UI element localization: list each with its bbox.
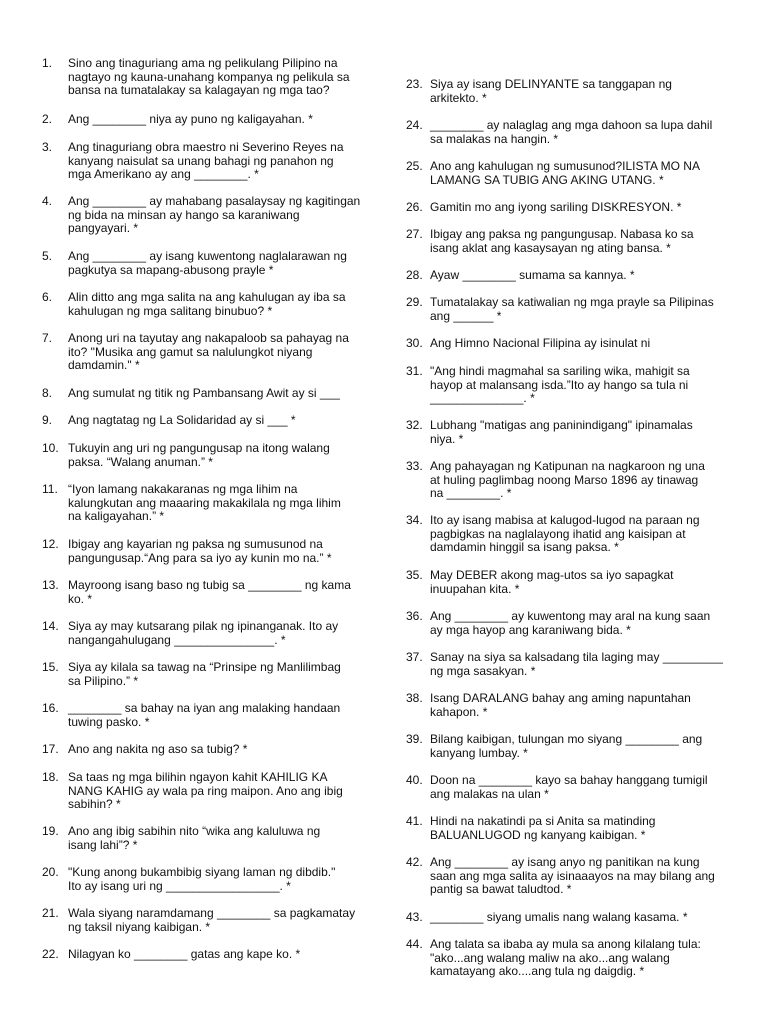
question-number: 20. [42, 865, 59, 879]
question-number: 15. [42, 660, 59, 674]
question-text: Anong uri na tayutay ang nakapaloob sa pahayag na ito? "Musika ang gamut sa nalulungkot niyang damdamin." * [68, 331, 349, 372]
question-text: Ano ang kahulugan ng sumusunod?ILISTA MO NA LAMANG SA TUBIG ANG AKING UTANG. * [430, 159, 700, 187]
question-text: Isang DARALANG bahay ang aming napuntahan kahapon. * [430, 691, 691, 719]
question-text: Ang ________ ay isang kuwentong naglalarawan ng pagkutya sa mapang-abusong prayle * [68, 249, 347, 277]
question-number: 25. [406, 159, 423, 173]
question-text: Ang talata sa ibaba ay mula sa anong kilalang tula: "ako...ang walang maliw na ako...ang walang kamatayang ako....ang tula ng daigdig. * [430, 937, 701, 978]
question-number: 10. [42, 441, 59, 455]
question-text: Siya ay may kutsarang pilak ng ipinanganak. Ito ay nangangahulugang _______________. * [68, 619, 339, 647]
question-number: 26. [406, 200, 423, 214]
question-number: 37. [406, 650, 423, 664]
question-item [42, 743, 378, 757]
question-item [406, 365, 752, 406]
question-text: Ang tinaguriang obra maestro ni Severino Reyes na kanyang naisulat sa unang bahagi ng panahon ng mga Amerikano ay ang ________. * [68, 140, 344, 181]
question-text: Sino ang tinaguriang ama ng pelikulang Pilipino na nagtayo ng kauna-unahang kompanya ng pelikula sa bansa na tumatalakay sa kalagayan ng mga tao? [68, 56, 350, 97]
question-text: Siya ay kilala sa tawag na “Prinsipe ng Manlilimbag sa Pilipino.” * [68, 660, 341, 688]
question-item [406, 938, 752, 979]
question-number: 33. [406, 459, 423, 473]
question-number: 7. [42, 331, 53, 345]
question-number: 44. [406, 937, 423, 951]
question-item [42, 538, 378, 565]
question-item [406, 610, 752, 637]
question-item [42, 141, 378, 182]
question-text: ________ ay nalaglag ang mga dahoon sa lupa dahil sa malakas na hangin. * [430, 118, 713, 146]
question-number: 35. [406, 568, 423, 582]
question-number: 32. [406, 418, 423, 432]
question-number: 30. [406, 336, 423, 350]
question-number: 27. [406, 227, 423, 241]
question-text: Mayroong isang baso ng tubig sa ________ ng kama ko. * [68, 578, 351, 606]
question-number: 31. [406, 364, 423, 378]
question-item [42, 250, 378, 277]
question-item [42, 825, 378, 852]
question-number: 19. [42, 824, 59, 838]
question-number: 40. [406, 773, 423, 787]
question-text: Ano ang ibig sabihin nito “wika ang kaluluwa ng isang lahi”? * [68, 824, 321, 852]
question-item [42, 702, 378, 729]
question-item [406, 201, 752, 215]
question-item [42, 113, 378, 127]
question-item [406, 733, 752, 760]
question-text: Ibigay ang paksa ng pangungusap. Nabasa ko sa isang aklat ang kasaysayan ng ating bansa. * [430, 227, 694, 255]
question-item [42, 195, 378, 236]
question-item [42, 661, 378, 688]
question-item [406, 78, 752, 105]
question-text: Siya ay isang DELINYANTE sa tanggapan ng arkitekto. * [430, 77, 672, 105]
question-text: Gamitin mo ang iyong sariling DISKRESYON. * [430, 200, 682, 214]
question-number: 9. [42, 413, 53, 427]
question-item [42, 579, 378, 606]
question-text: Ang Himno Nacional Filipina ay isinulat ni [430, 336, 651, 350]
question-item [42, 387, 378, 401]
question-item [406, 269, 752, 283]
question-item [406, 856, 752, 897]
question-number: 39. [406, 732, 423, 746]
question-text: Sa taas ng mga bilihin ngayon kahit KAHILIG KA NANG KAHIG ay wala pa ring maipon. Ano ang ibig sabihin? * [68, 770, 343, 811]
question-number: 36. [406, 609, 423, 623]
question-text: Wala siyang naramdamang ________ sa pagkamatay ng taksil niyang kaibigan. * [68, 906, 356, 934]
question-text: Hindi na nakatindi pa si Anita sa matinding BALUANLUGOD ng kanyang kaibigan. * [430, 814, 656, 842]
question-text: ________ sa bahay na iyan ang malaking handaan tuwing pasko. * [68, 701, 341, 729]
question-item [406, 228, 752, 255]
question-text: Tukuyin ang uri ng pangungusap na itong walang paksa. “Walang anuman.” * [68, 441, 330, 469]
question-number: 17. [42, 742, 59, 756]
question-text: Ang ________ niya ay puno ng kaligayahan. * [68, 112, 313, 126]
question-item [42, 866, 378, 893]
question-number: 3. [42, 140, 53, 154]
question-text: Ang ________ ay isang anyo ng panitikan na kung saan ang mga salita ay isinaaayos na may bilang ang pantig sa bawat taludtod. * [430, 855, 715, 896]
question-text: Lubhang "matigas ang paninindigang" ipinamalas niya. * [430, 418, 693, 446]
question-number: 16. [42, 701, 59, 715]
question-text: Ibigay ang kayarian ng paksa ng sumusunod na pangungusap.“Ang para sa iyo ay kunin mo na.” * [68, 537, 332, 565]
question-text: Ang ________ ay mahabang pasalaysay ng kagitingan ng bida na minsan ay hango sa karaniwang pangyayari. * [68, 194, 361, 235]
question-number: 12. [42, 537, 59, 551]
question-number: 1. [42, 56, 53, 70]
question-number: 42. [406, 855, 423, 869]
question-number: 18. [42, 770, 59, 784]
question-item [42, 291, 378, 318]
question-item [406, 774, 752, 801]
question-number: 28. [406, 268, 423, 282]
question-number: 34. [406, 513, 423, 527]
question-text: Bilang kaibigan, tulungan mo siyang ________ ang kanyang lumbay. * [430, 732, 703, 760]
question-text: Alin ditto ang mga salita na ang kahulugan ay iba sa kahulugan ng mga salitang binubuo? * [68, 290, 346, 318]
question-number: 4. [42, 194, 53, 208]
question-item [42, 907, 378, 934]
question-item [406, 460, 752, 501]
question-text: Sanay na siya sa kalsadang tila laging may _________ ng mga sasakyan. * [430, 650, 723, 678]
question-text: "Kung anong bukambibig siyang laman ng dibdib." Ito ay isang uri ng _________________. * [68, 865, 336, 893]
question-item [42, 483, 378, 524]
question-item [406, 119, 752, 146]
question-text: May DEBER akong mag-utos sa iyo sapagkat inuupahan kita. * [430, 568, 674, 596]
question-number: 8. [42, 386, 53, 400]
question-number: 24. [406, 118, 423, 132]
question-item [42, 57, 378, 98]
question-item [406, 419, 752, 446]
question-number: 2. [42, 112, 53, 126]
question-text: ________ siyang umalis nang walang kasama. * [430, 910, 688, 924]
question-item [406, 337, 752, 351]
question-number: 11. [42, 482, 58, 496]
question-text: Ano ang nakita ng aso sa tubig? * [68, 742, 248, 756]
question-item [406, 514, 752, 555]
question-text: "Ang hindi magmahal sa sariling wika, mahigit sa hayop at malansang isda.”Ito ay hango sa tula ni ______________. * [430, 364, 690, 405]
question-item [406, 692, 752, 719]
question-text: “Iyon lamang nakakaranas ng mga lihim na kalungkutan ang maaaring makakilala ng mga lihim na kaligayahan.” * [68, 482, 341, 523]
question-text: Ang sumulat ng titik ng Pambansang Awit ay si ___ [68, 386, 340, 400]
question-number: 13. [42, 578, 59, 592]
question-text: Tumatalakay sa katiwalian ng mga prayle sa Pilipinas ang ______ * [430, 295, 714, 323]
question-number: 41. [406, 814, 423, 828]
question-item [42, 948, 378, 962]
question-number: 21. [42, 906, 59, 920]
question-item [406, 651, 752, 678]
question-text: Doon na ________ kayo sa bahay hanggang tumigil ang malakas na ulan * [430, 773, 708, 801]
question-item [406, 160, 752, 187]
question-number: 38. [406, 691, 423, 705]
question-item [42, 620, 378, 647]
question-item [42, 442, 378, 469]
question-text: Ayaw ________ sumama sa kannya. * [430, 268, 635, 282]
question-number: 22. [42, 947, 59, 961]
question-text: Ang ________ ay kuwentong may aral na kung saan ay mga hayop ang karaniwang bida. * [430, 609, 711, 637]
question-item [42, 414, 378, 428]
question-number: 43. [406, 910, 423, 924]
question-text: Ang nagtatag ng La Solidaridad ay si ___ * [68, 413, 296, 427]
question-item [406, 569, 752, 596]
question-item [42, 771, 378, 812]
question-item [406, 296, 752, 323]
question-number: 6. [42, 290, 53, 304]
question-text: Ang pahayagan ng Katipunan na nagkaroon ng una at huling paglimbag noong Marso 1896 ay tinawag na ________. * [430, 459, 705, 500]
question-text: Nilagyan ko ________ gatas ang kape ko. * [68, 947, 301, 961]
question-number: 14. [42, 619, 59, 633]
question-number: 23. [406, 77, 423, 91]
question-text: Ito ay isang mabisa at kalugod-lugod na paraan ng pagbigkas na naglalayong ihatid ang kaisipan at damdamin hinggil sa isang paksa. * [430, 513, 700, 554]
question-item [406, 815, 752, 842]
question-item [406, 911, 752, 925]
question-item [42, 332, 378, 373]
question-number: 5. [42, 249, 53, 263]
question-number: 29. [406, 295, 423, 309]
